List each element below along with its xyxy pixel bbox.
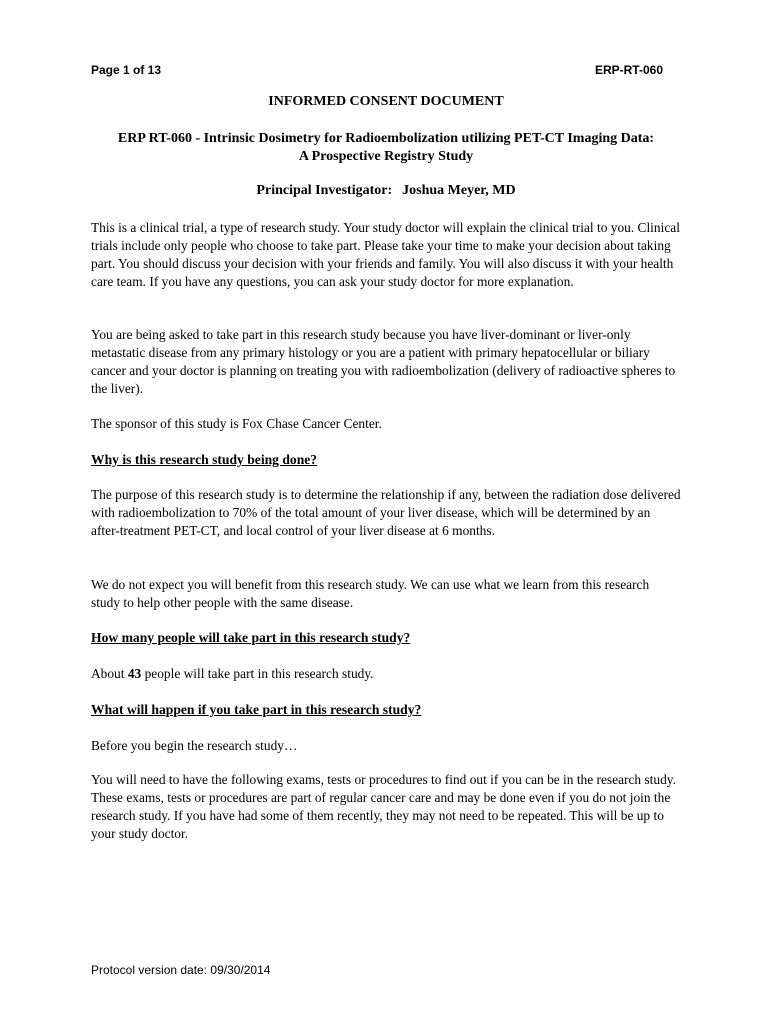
- pi-label: Principal Investigator:: [256, 183, 393, 198]
- heading-what-happens: What will happen if you take part in this research study?: [91, 702, 422, 717]
- document-title: INFORMED CONSENT DOCUMENT: [268, 94, 504, 109]
- principal-investigator: [91, 183, 681, 199]
- heading-why: Why is this research study being done?: [91, 452, 318, 467]
- study-title-line1: ERP RT-060 - Intrinsic Dosimetry for Radioembolization utilizing PET-CT Imaging Data:: [117, 131, 655, 146]
- what-paragraph-1: Before you begin the research study…: [91, 738, 298, 753]
- intro-paragraph-1: This is a clinical trial, a type of research study. Your study doctor will explain the clinical trial to you. Clinical trials include only people who choose to take part. Please take your time to make your decision about taking part. You should discuss your decision with your friends and family. You will also discuss it with your health care team. If you have any questions, you can ask your study doctor for more explanation.: [91, 220, 680, 289]
- study-title-line2: A Prospective Registry Study: [298, 149, 474, 164]
- what-paragraph-2: You will need to have the following exams, tests or procedures to find out if you can be in the research study. These exams, tests or procedures are part of regular cancer care and may be done even if you do not join the research study. If you have had some of them recently, they may not need to be repeated. This will be up to your study doctor.: [91, 772, 676, 841]
- intro-paragraph-2: You are being asked to take part in this research study because you have liver-dominant or liver-only metastatic disease from any primary histology or you are a patient with primary hepatocellular or biliary cancer and your doctor is planning on treating you with radioembolization (delivery of radioactive spheres to the liver).: [91, 327, 676, 396]
- page-number: Page 1 of 13: [91, 63, 162, 77]
- how-many-paragraph: [91, 665, 681, 683]
- why-paragraph-2: We do not expect you will benefit from this research study. We can use what we learn from this research study to help other people with the same disease.: [91, 577, 650, 610]
- document-code: ERP-RT-060: [594, 63, 663, 77]
- how-many-prefix: About: [91, 666, 128, 681]
- why-paragraph-1: The purpose of this research study is to determine the relationship if any, between the radiation dose delivered with radioembolization to 70% of the total amount of your liver disease, which will be determined by an after-treatment PET-CT, and local control of your liver disease at 6 months.: [91, 487, 681, 538]
- participant-count: 43: [127, 666, 142, 681]
- how-many-suffix: people will take part in this research study.: [141, 666, 374, 681]
- protocol-version-date: Protocol version date: 09/30/2014: [91, 963, 271, 977]
- sponsor-paragraph: The sponsor of this study is Fox Chase Cancer Center.: [91, 416, 382, 431]
- pi-name: Joshua Meyer, MD: [402, 183, 516, 198]
- study-title: [91, 130, 681, 166]
- heading-how-many: How many people will take part in this research study?: [91, 630, 411, 645]
